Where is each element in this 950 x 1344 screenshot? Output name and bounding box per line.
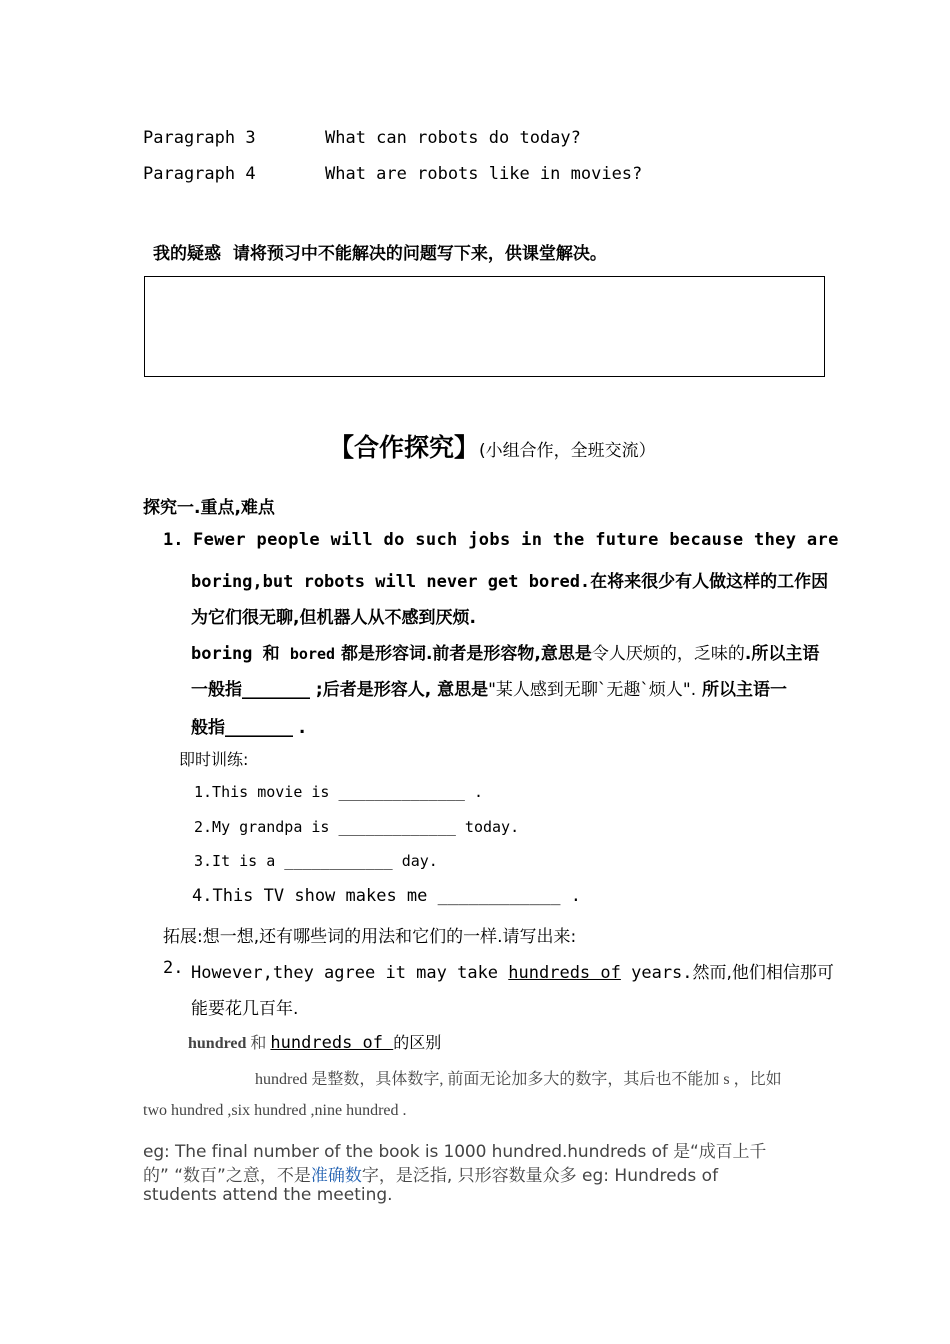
item1-number: 1. xyxy=(163,530,184,550)
doubts-answer-box[interactable] xyxy=(144,276,825,377)
item1-explanation-a xyxy=(191,639,819,664)
exp-b-tail: 所以主语一 xyxy=(696,680,788,700)
coop-title: 【合作探究】 xyxy=(329,433,480,462)
exp-boring: boring 和 xyxy=(191,644,290,664)
exp-bored: bored xyxy=(289,645,336,663)
exp-b-text: 一般指________ ;后者是形容人, 意思是 xyxy=(191,680,489,700)
eg2-c: 字，是泛指, 只形容数量众多 eg: Hundreds of xyxy=(361,1166,719,1186)
exp-a-text: 都是形容词.前者是形容物,意思是 xyxy=(335,644,592,664)
exp-a-tail: .所以主语 xyxy=(744,644,820,664)
diff-tail: 的区别 xyxy=(393,1033,442,1052)
eg-line2 xyxy=(143,1161,718,1186)
item1-explanation-b xyxy=(191,675,787,700)
item2-en-a: However,they agree it may take xyxy=(191,963,509,983)
preview-question-4: What are robots like in movies? xyxy=(325,164,643,184)
section1-title: 探究一.重点,难点 xyxy=(143,498,275,518)
item2-number: 2. xyxy=(163,958,184,978)
item2-difference xyxy=(188,1030,441,1053)
item1-chinese-line3: 为它们很无聊,但机器人从不感到厌烦. xyxy=(191,608,476,628)
eg-line3: students attend the meeting. xyxy=(143,1185,393,1205)
exp-b-meaning: "某人感到无聊`无趣`烦人". xyxy=(488,680,697,700)
item1-english-line1: Fewer people will do such jobs in the future because they are xyxy=(193,530,839,550)
exp-a-meaning: 令人厌烦的，乏味的 xyxy=(591,644,745,664)
item1-explanation-c: 般指________ . xyxy=(191,718,306,738)
diff-hundreds-of: hundreds of xyxy=(270,1033,394,1053)
doubts-heading xyxy=(153,239,607,264)
preview-row-3 xyxy=(143,128,256,148)
coop-subtitle: (小组合作，全班交流） xyxy=(479,441,656,461)
item2-cn-b: 能要花几百年. xyxy=(191,999,299,1019)
item1-chinese-line2: 在将来很少有人做这样的工作因 xyxy=(590,572,829,592)
item2-en-underlined: hundreds of xyxy=(508,963,621,983)
practice-item-2: 2.My grandpa is _____________ today. xyxy=(194,818,520,836)
eg2-a: 的” “数百”之意，不是 xyxy=(143,1166,311,1186)
item2-en-b: years. xyxy=(620,963,693,983)
extend-text: 拓展:想一想,还有哪些词的用法和它们的一样.请写出来: xyxy=(163,927,577,947)
item1-english-line2: boring,but robots will never get bored. xyxy=(191,572,591,592)
eg2-highlight: 准确数 xyxy=(310,1166,362,1186)
preview-row-4 xyxy=(143,164,256,184)
paragraph-label: Paragraph 3 xyxy=(143,128,256,148)
diff-and: 和 xyxy=(246,1035,271,1052)
coop-heading xyxy=(329,428,656,464)
doubts-instruction: 请将预习中不能解决的问题写下来，供课堂解决。 xyxy=(232,244,607,264)
practice-item-4: 4.This TV show makes me ____________ . xyxy=(192,886,581,906)
doubts-title: 我的疑惑 xyxy=(153,244,221,264)
note-line2: two hundred ,six hundred ,nine hundred . xyxy=(143,1102,407,1119)
item2-line1 xyxy=(191,958,834,983)
eg-line1: eg: The final number of the book is 1000 hundred.hundreds of 是“成百上千 xyxy=(143,1142,767,1162)
practice-item-3: 3.It is a ____________ day. xyxy=(194,852,438,870)
diff-hundred: hundred xyxy=(188,1035,247,1052)
note-line1: hundred 是整数，具体数字, 前面无论加多大的数字，其后也不能加 s ，比如 xyxy=(255,1071,782,1088)
item2-cn-a: 然而,他们相信那可 xyxy=(692,963,834,983)
paragraph-label: Paragraph 4 xyxy=(143,164,256,184)
practice-item-1: 1.This movie is ______________ . xyxy=(194,783,483,801)
item1-line2 xyxy=(191,567,828,592)
practice-title: 即时训练: xyxy=(179,750,249,769)
preview-question-3: What can robots do today? xyxy=(325,128,581,148)
